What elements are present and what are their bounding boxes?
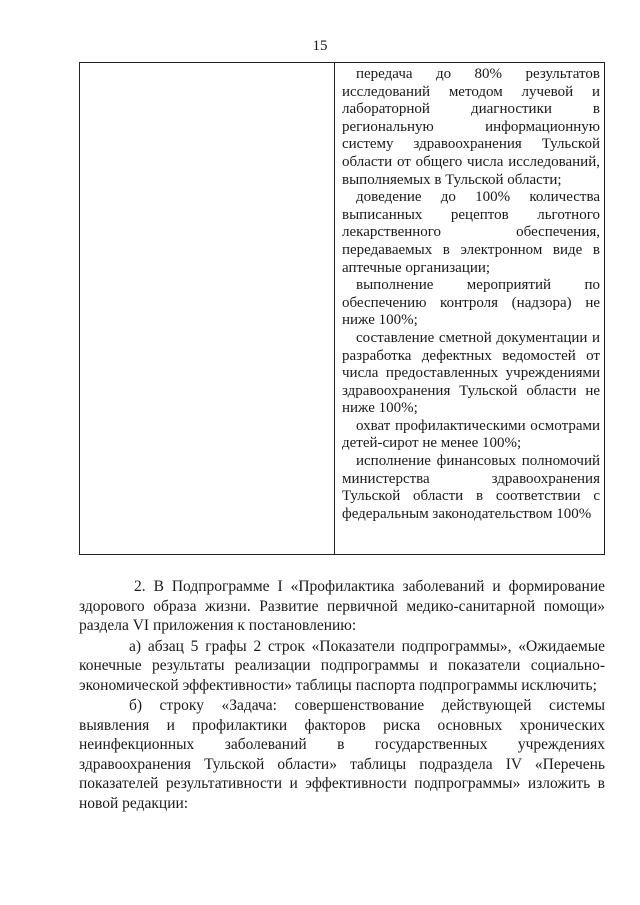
indicator-item: составление сметной документации и разработка дефектных ведомостей от числа предоставленных учреждениями здравоохранения Тульской области не ниже 100%; <box>342 329 600 417</box>
indicator-item: охват профилактическими осмотрами детей-сирот не менее 100%; <box>342 417 600 452</box>
indicator-item: выполнение мероприятий по обеспечению контроля (надзора) не ниже 100%; <box>342 277 600 329</box>
indicators-table <box>79 62 605 555</box>
table-right-cell <box>342 66 600 523</box>
paragraph-item-2: 2. В Подпрограмме I «Профилактика заболеваний и формирование здорового образа жизни. Развитие первичной медико-санитарной помощи» раздела VI приложения к постановлению: <box>79 578 605 634</box>
indicator-item: передача до 80% результатов исследований методом лучевой и лабораторной диагностики в региональную информационную систему здравоохранения Тульской области от общего числа исследований, выполняемых в Тульской области; <box>342 66 600 188</box>
document-body <box>79 577 605 814</box>
indicator-item: доведение до 100% количества выписанных рецептов льготного лекарственного обеспечения, передаваемых в электронном виде в аптечные организации; <box>342 189 600 276</box>
paragraph-subitem-a: а) абзац 5 графы 2 строк «Показатели подпрограммы», «Ожидаемые конечные результаты реализации подпрограммы и показатели социально-экономической эффективности» таблицы паспорта подпрограммы исключить; <box>79 637 605 694</box>
table-column-divider <box>334 63 335 554</box>
paragraph-subitem-b: б) строку «Задача: совершенствование действующей системы выявления и профилактики факторов риска основных хронических неинфекционных заболеваний в государственных учреждениях здравоохранения Тульской области» таблицы подраздела IV «Перечень показателей результативности и эффективности подпрограммы» изложить в новой редакции: <box>79 697 605 812</box>
page-number: 15 <box>312 38 328 54</box>
indicator-item: исполнение финансовых полномочий министерства здравоохранения Тульской области в соответствии с федеральным законодательством 100% <box>342 453 600 522</box>
